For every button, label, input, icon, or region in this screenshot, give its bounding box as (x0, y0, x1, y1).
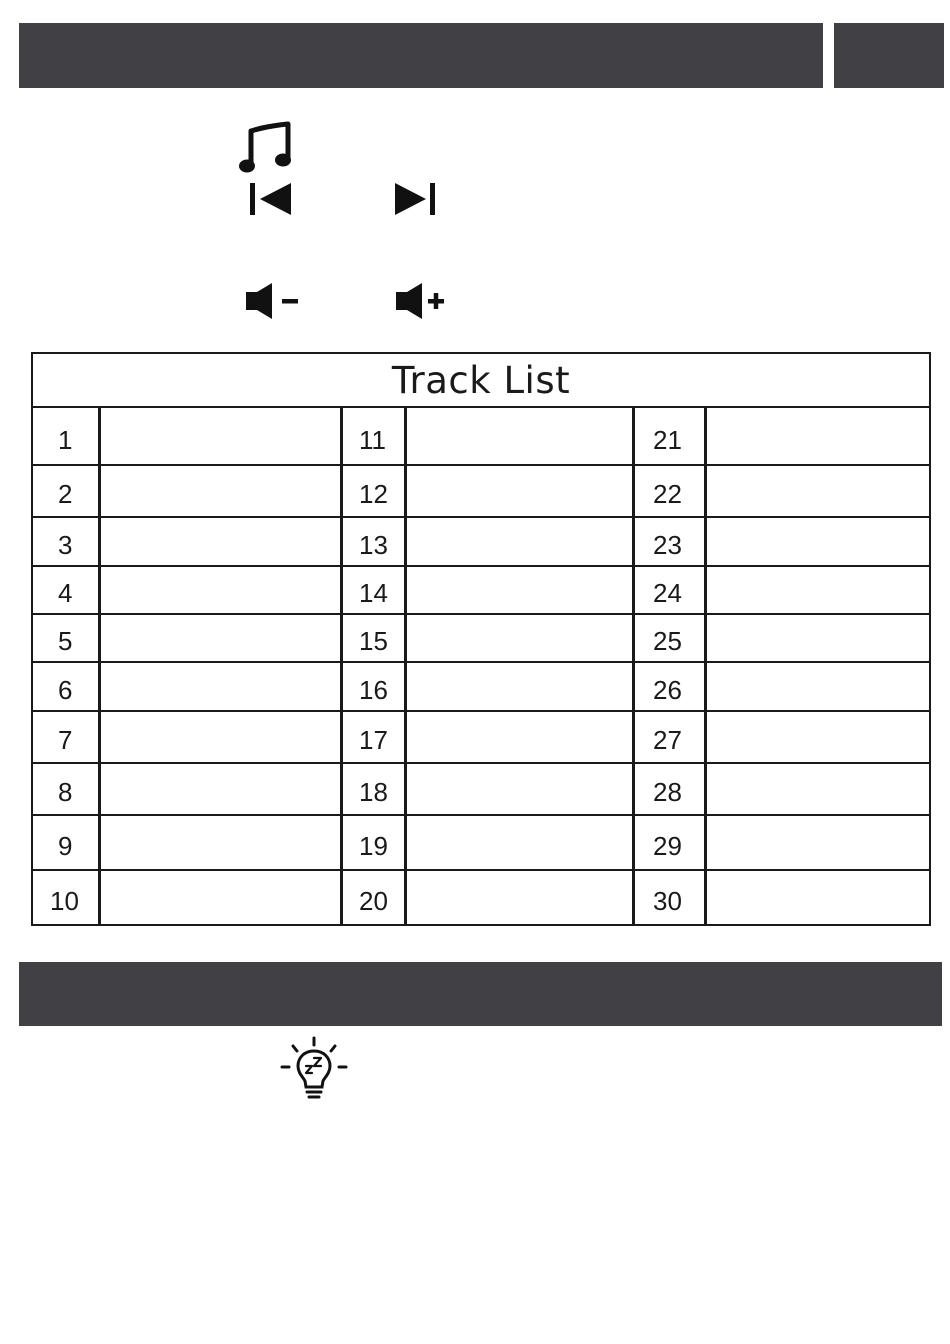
music-note-icon (238, 121, 294, 177)
track-number: 10 (50, 885, 79, 916)
track-number: 20 (359, 885, 388, 916)
track-number: 19 (359, 830, 388, 861)
track-list-title: Track List (33, 354, 929, 408)
track-number: 24 (653, 578, 682, 608)
row-divider (33, 661, 929, 663)
track-number: 14 (359, 578, 388, 608)
track-number: 16 (359, 674, 388, 705)
track-number: 6 (58, 674, 73, 705)
track-number: 26 (653, 674, 682, 705)
track-number: 5 (58, 626, 73, 656)
track-number: 2 (58, 479, 73, 509)
page-number-bar (834, 23, 944, 88)
track-number: 18 (359, 777, 388, 807)
column-divider (704, 408, 707, 924)
track-number: 9 (58, 830, 73, 861)
track-number: 25 (653, 626, 682, 656)
track-number: 22 (653, 479, 682, 509)
skip-previous-icon[interactable] (248, 181, 294, 217)
track-number: 3 (58, 529, 73, 560)
track-number: 11 (359, 424, 386, 455)
row-divider (33, 869, 929, 871)
row-divider (33, 762, 929, 764)
row-divider (33, 814, 929, 816)
column-divider (404, 408, 407, 924)
track-number: 13 (359, 529, 388, 560)
sleep-light-bulb-icon (279, 1036, 349, 1104)
column-divider (340, 408, 343, 924)
row-divider (33, 613, 929, 615)
track-number: 27 (653, 725, 682, 755)
section-header-bar (19, 23, 823, 88)
row-divider (33, 516, 929, 518)
track-number: 7 (58, 725, 73, 755)
row-divider (33, 710, 929, 712)
volume-down-icon[interactable] (244, 282, 304, 320)
track-number: 8 (58, 777, 73, 807)
track-number: 4 (58, 578, 73, 608)
track-number: 15 (359, 626, 388, 656)
row-divider (33, 565, 929, 567)
skip-next-icon[interactable] (392, 181, 438, 217)
column-divider (98, 408, 101, 924)
section-header-bar (19, 962, 942, 1026)
track-number: 21 (653, 424, 682, 455)
track-number: 30 (653, 885, 682, 916)
track-list-table (31, 352, 931, 926)
track-number: 12 (359, 479, 388, 509)
track-number: 17 (359, 725, 388, 755)
volume-up-icon[interactable] (394, 282, 454, 320)
track-number: 1 (58, 424, 73, 455)
track-number: 29 (653, 830, 682, 861)
column-divider (632, 408, 635, 924)
track-number: 23 (653, 529, 682, 560)
track-number: 28 (653, 777, 682, 807)
row-divider (33, 464, 929, 466)
